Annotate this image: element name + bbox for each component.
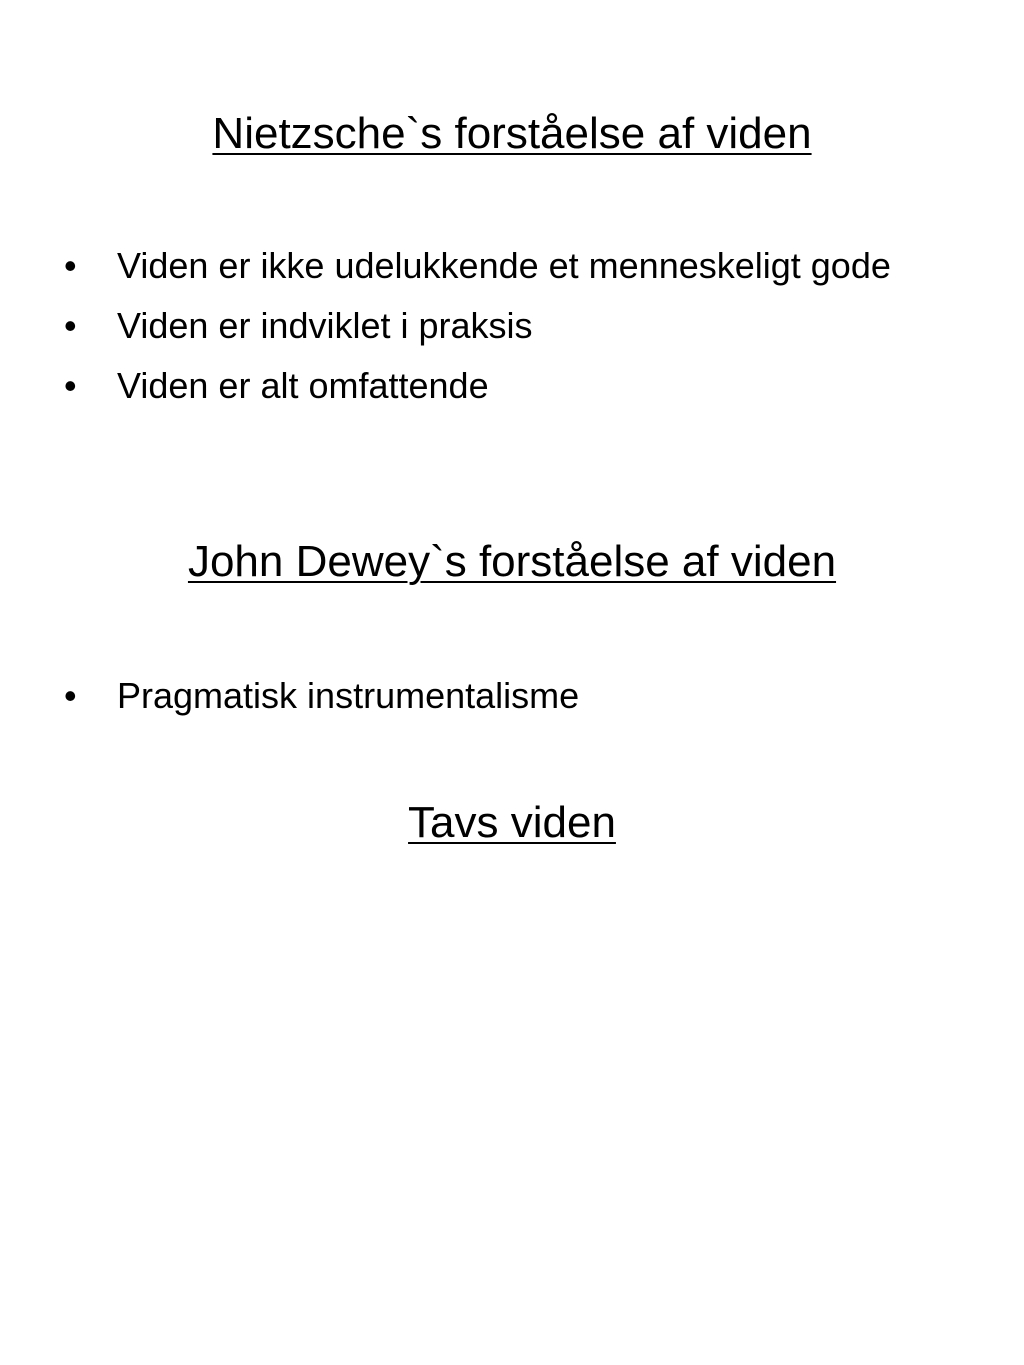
bullet-icon: • [64, 245, 77, 286]
bullet-icon: • [64, 675, 77, 716]
bullet-list-nietzsche [0, 242, 1024, 422]
bullet-icon: • [64, 365, 77, 406]
bullet-list-dewey [0, 672, 1024, 732]
section-heading-tavs-viden: Tavs viden [408, 798, 616, 847]
list-item [0, 362, 1024, 410]
list-item-text: Viden er ikke udelukkende et menneskeligt gode [117, 245, 891, 286]
list-item-text: Viden er alt omfattende [117, 365, 489, 406]
list-item [0, 672, 1024, 720]
section-heading-nietzsche: Nietzsche`s forståelse af viden [212, 109, 812, 158]
list-item-text: Viden er indviklet i praksis [117, 305, 533, 346]
section-heading-dewey: John Dewey`s forståelse af viden [187, 537, 837, 586]
list-item-text: Pragmatisk instrumentalisme [117, 675, 580, 716]
list-item [0, 242, 1024, 290]
bullet-icon: • [64, 305, 77, 346]
list-item [0, 302, 1024, 350]
